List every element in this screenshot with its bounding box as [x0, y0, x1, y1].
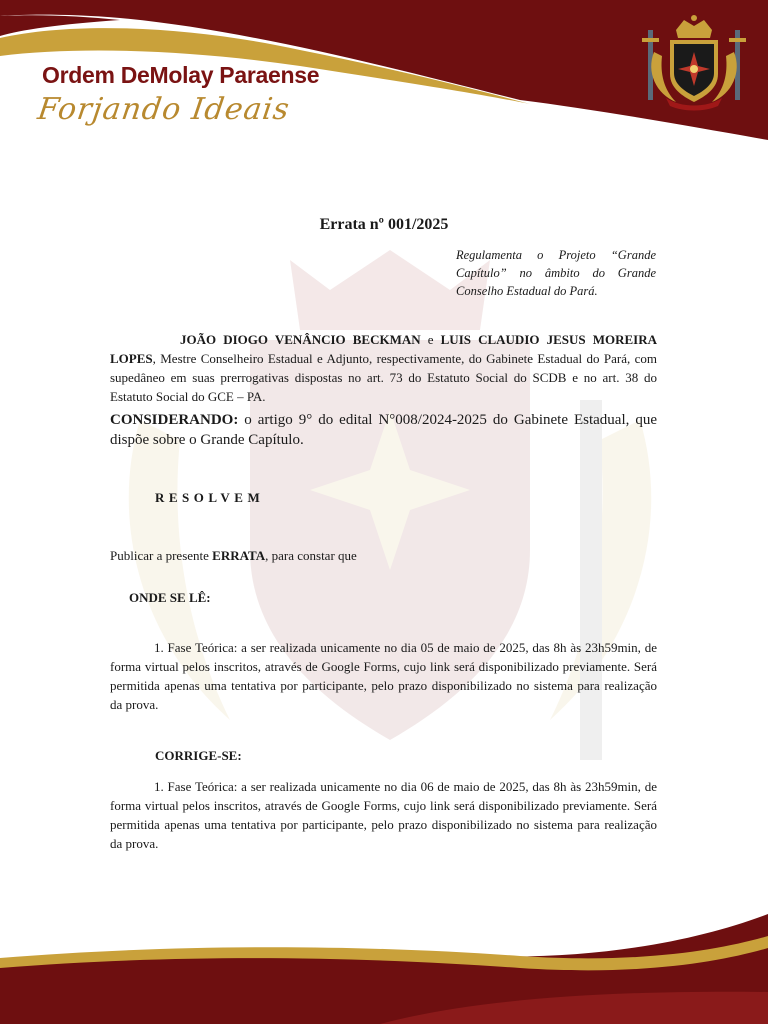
document-ementa: Regulamenta o Projeto “Grande Capítulo” no âmbito do Grande Conselho Estadual do Pará. [456, 248, 656, 298]
considerando-label: CONSIDERANDO: [110, 412, 239, 428]
preamble-names-1: JOÃO DIOGO VENÂNCIO BECKMAN [180, 332, 421, 347]
publicar-pre: Publicar a presente [110, 548, 213, 563]
corrige-se-heading: CORRIGE-SE: [155, 748, 242, 763]
publicar-bold: ERRATA [212, 548, 266, 563]
brand-name: Ordem DeMolay Paraense [42, 62, 320, 88]
considerando-paragraph [110, 410, 657, 450]
document-title: Errata nº 001/2025 [319, 216, 449, 233]
considerando-text: o artigo 9° do edital N°008/2024-2025 do Gabinete Estadual, que dispõe sobre o Grande Capítulo. [110, 412, 657, 448]
demolay-crest-icon [636, 12, 752, 112]
onde-se-le-heading: ONDE SE LÊ: [129, 590, 211, 605]
preamble-rest: , Mestre Conselheiro Estadual e Adjunto, respectivamente, do Gabinete Estadual do Pará, com supedâneo em suas prerrogativas dispostas no art. 73 do Estatuto Social do SCDB e no art. 38 do Estatuto Social do GCE – PA. [110, 351, 657, 404]
preamble-and: e [420, 332, 441, 347]
onde-se-le-item [110, 638, 657, 714]
onde-item-text: 1. Fase Teórica: a ser realizada unicamente no dia 05 de maio de 2025, das 8h às 23h59min, de forma virtual pelos inscritos, através de Google Forms, cujo link será disponibilizado previamente. Será permitida apenas uma tentativa por participante, pelo prazo disponibilizado no sistema para realização da prova. [110, 640, 657, 712]
publicar-post: , para constar que [265, 548, 357, 563]
corrige-se-item [110, 777, 657, 853]
resolvem-heading: RESOLVEM [155, 490, 265, 505]
publicar-paragraph [110, 546, 657, 565]
preamble-paragraph [110, 330, 657, 406]
brand-tagline: Forjando Ideais [35, 92, 293, 127]
preamble-names-2: LUIS CLAUDIO JESUS MOREIRA LOPES [110, 332, 657, 366]
corrige-item-text: 1. Fase Teórica: a ser realizada unicamente no dia 06 de maio de 2025, das 8h às 23h59min, de forma virtual pelos inscritos, através de Google Forms, cujo link será disponibilizado previamente. Será permitida apenas uma tentativa por participante, pelo prazo disponibilizado no sistema para realização da prova. [110, 779, 657, 851]
